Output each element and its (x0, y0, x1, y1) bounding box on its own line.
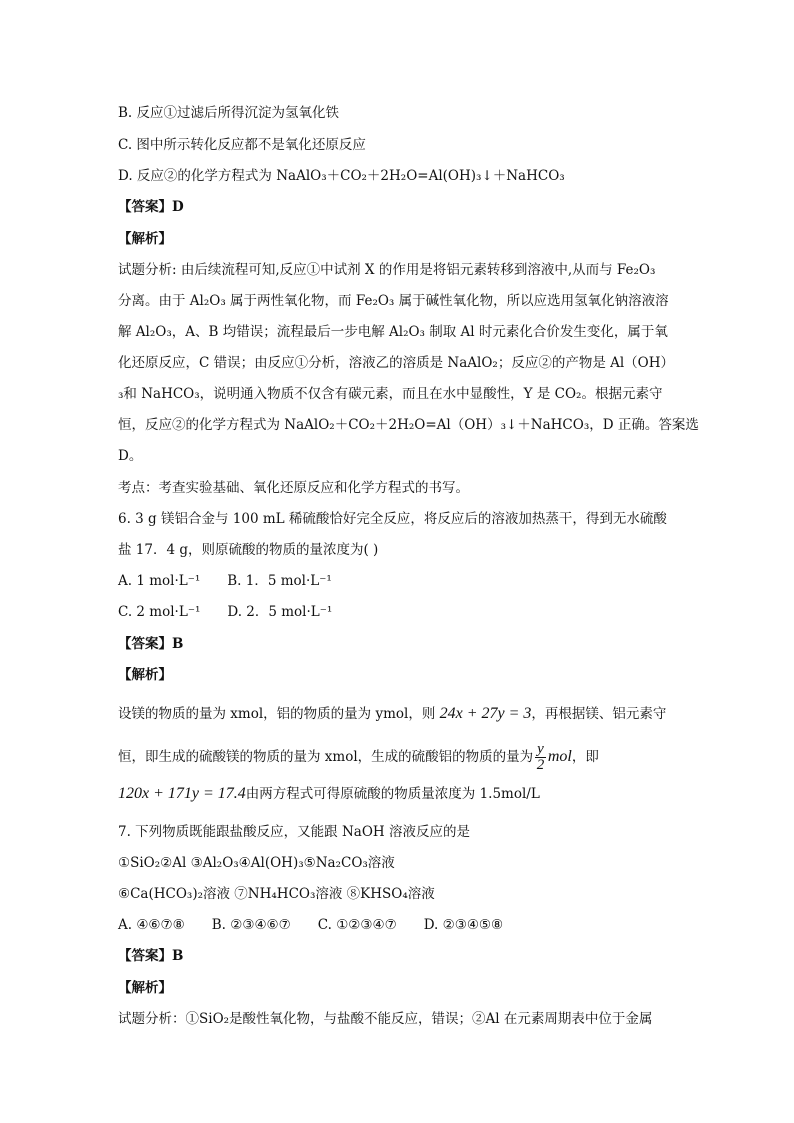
fraction-numerator: y (537, 741, 544, 757)
fraction (535, 742, 546, 773)
question-6-cont: 盐 17．4 g，则原硫酸的物质的量浓度为( ) (118, 542, 379, 558)
option-c: C. 图中所示转化反应都不是氧化还原反应 (118, 137, 366, 153)
answer-label: 【答案】B (118, 948, 184, 964)
analysis-label: 【解析】 (118, 667, 172, 683)
analysis-line: 试题分析：①SiO₂是酸性氧化物，与盐酸不能反应，错误；②Al 在元素周期表中位于金属 (118, 1011, 653, 1027)
analysis-line: D。 (118, 448, 143, 464)
analysis-line: 解 Al₂O₃，A、B 均错误；流程最后一步电解 Al₂O₃ 制取 Al 时元素化合价发生变化，属于氧 (118, 324, 668, 340)
question-7-options: A. ④⑥⑦⑧ B. ②③④⑥⑦ C. ①②③④⑦ D. ②③④⑤⑧ (118, 917, 504, 933)
options-cd: C. 2 mol·L⁻¹ D. 2．5 mol·L⁻¹ (118, 604, 333, 620)
solution-line-1 (118, 704, 666, 724)
solution-text: 恒，即生成的硫酸镁的物质的量为 xmol，生成的硫酸铝的物质的量为 (118, 749, 534, 765)
analysis-line: 分离。由于 Al₂O₃ 属于两性氧化物，而 Fe₂O₃ 属于碱性氧化物，所以应选用氢氧化钠溶液溶 (118, 293, 669, 309)
solution-text: ，即 (571, 749, 599, 765)
solution-text: 由两方程式可得原硫酸的物质量浓度为 1.5mol/L (245, 786, 540, 802)
analysis-line: 试题分析: 由后续流程可知,反应①中试剂 X 的作用是将铝元素转移到溶液中,从而与 Fe₂O₃ (118, 262, 656, 278)
solution-text: 设镁的物质的量为 xmol，铝的物质的量为 ymol，则 (118, 706, 440, 722)
unit-mol: mol (547, 748, 572, 765)
knowledge-point: 考点：考查实验基础、氧化还原反应和化学方程式的书写。 (118, 480, 469, 496)
option-d: D. 反应②的化学方程式为 NaAlO₃＋CO₂＋2H₂O=Al(OH)₃↓＋NaHCO₃ (118, 168, 565, 184)
option-b: B. 反应①过滤后所得沉淀为氢氧化铁 (118, 105, 340, 121)
analysis-line: 化还原反应，C 错误；由反应①分析，溶液乙的溶质是 NaAlO₂；反应②的产物是 Al（OH） (118, 355, 675, 371)
question-7-items: ⑥Ca(HCO₃)₂溶液 ⑦NH₄HCO₃溶液 ⑧KHSO₄溶液 (118, 886, 435, 902)
options-ab: A. 1 mol·L⁻¹ B. 1．5 mol·L⁻¹ (118, 573, 332, 589)
question-7-items: ①SiO₂②Al ③Al₂O₃④Al(OH)₃⑤Na₂CO₃溶液 (118, 855, 395, 871)
equation-1: 24x + 27y = 3 (439, 705, 532, 722)
question-7: 7. 下列物质既能跟盐酸反应，又能跟 NaOH 溶液反应的是 (118, 824, 470, 840)
answer-label: 【答案】D (118, 199, 184, 215)
solution-line-2 (118, 740, 599, 774)
equation-2: 120x + 171y = 17.4 (118, 785, 246, 802)
solution-text: ，再根据镁、铝元素守 (531, 706, 667, 722)
answer-label: 【答案】B (118, 636, 184, 652)
analysis-label: 【解析】 (118, 231, 172, 247)
question-6: 6. 3 g 镁铝合金与 100 mL 稀硫酸恰好完全反应，将反应后的溶液加热蒸干，得到无水硫酸 (118, 511, 667, 527)
fraction-denominator: 2 (536, 757, 545, 773)
analysis-label: 【解析】 (118, 980, 172, 996)
analysis-line: ₃和 NaHCO₃，说明通入物质不仅含有碳元素，而且在水中显酸性，Y 是 CO₂。根据元素守 (118, 386, 663, 402)
solution-line-3 (118, 784, 540, 804)
analysis-line: 恒，反应②的化学方程式为 NaAlO₂＋CO₂＋2H₂O=Al（OH）₃↓＋NaHCO₃，D 正确。答案选 (118, 417, 699, 433)
